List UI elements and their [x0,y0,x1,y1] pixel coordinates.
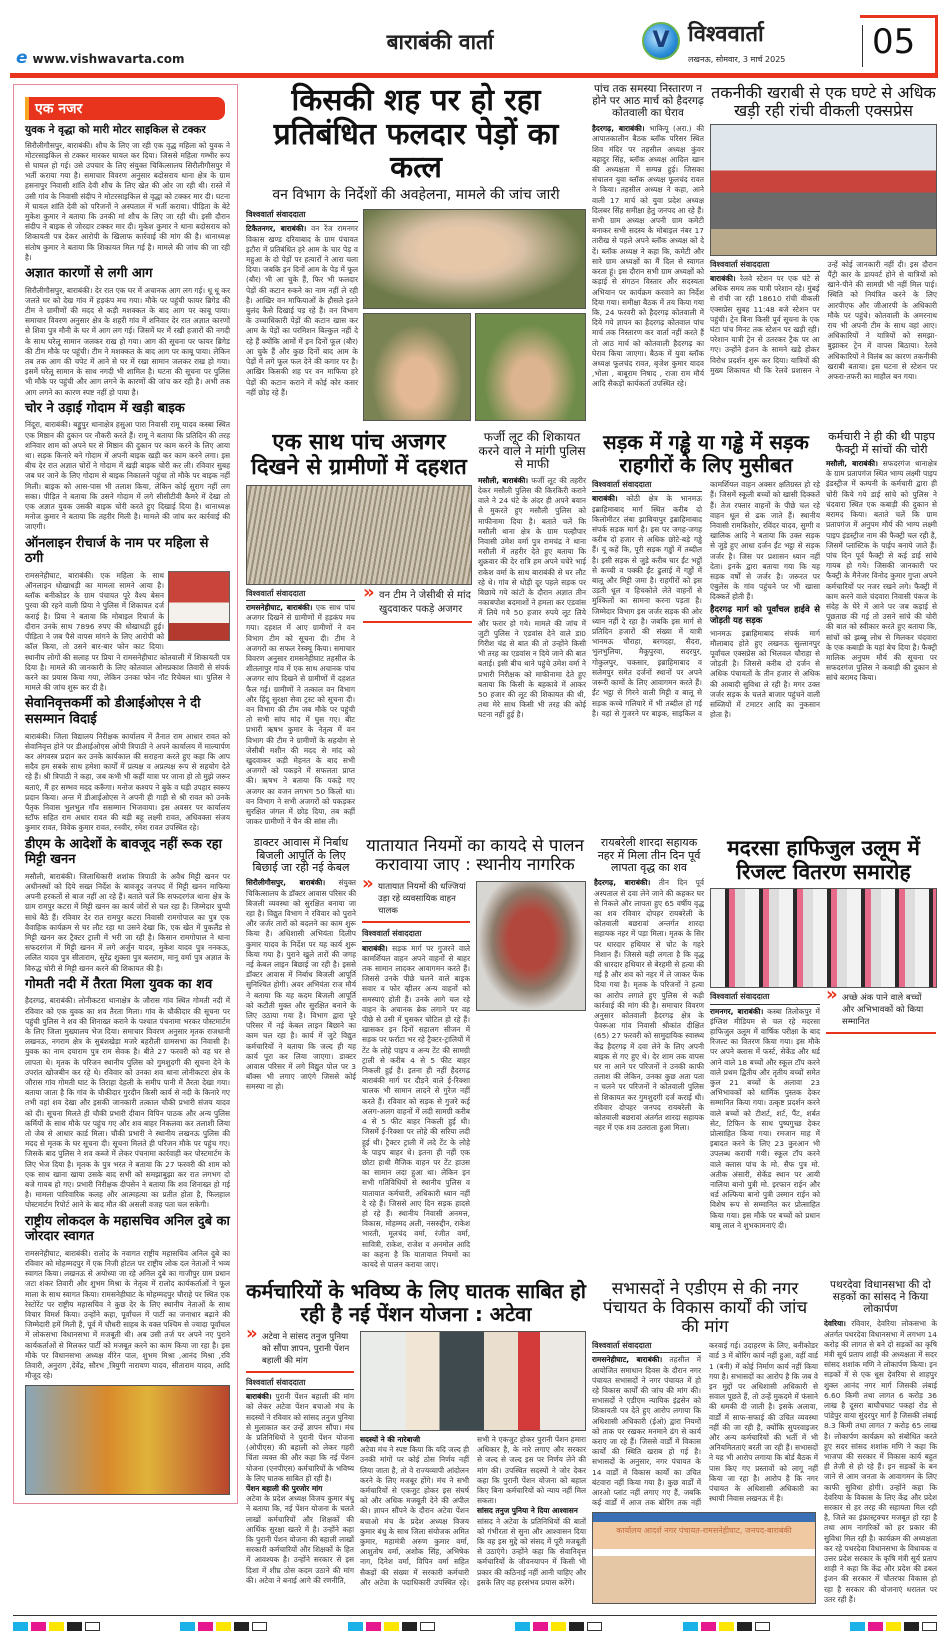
masthead [0,0,945,84]
article-headline: किसकी शह पर हो रहा [291,83,541,118]
article-subheadline: वन विभाग के निर्देशों की अवहेलना, मामले की जांच जारी [272,186,560,203]
article-raebareli [594,837,704,1133]
article-body: अटेवा मंच ने स्पष्ट किया कि यदि जल्द ही उनकी मांगों पर कोई ठोस निर्णय नहीं लिया जाता है, तो वे राज्यव्यापी आंदोलन करने के लिए मजबूर होंगे। मंच ने सभी कर्मचारियों से एकजुट होकर इस संघर्ष को और अधिक मजबूती देने की अपील की। ज्ञापन सौंपने के दौरान अटेवा पेंशन बचाओ मंच के प्रदेश अध्यक्ष विजय कुमार बंधु के साथ जिला संयोजक अमित कुमार, महामंत्री अरुण कुमार वर्मा, आशुतोष वर्मा, अशोक सिंह, अभिषेक नाग, दिनेश वर्मा, विपिन वर्मा सहित सैकड़ों की संख्या में सरकारी कर्मचारी और अटेवा के पदाधिकारी उपस्थित रहे। सभी ने एकजुट होकर पुरानी पेंशन हमारा अधिकार है, के नारे लगाए और सरकार से जल्द से जल्द इस पर निर्णय लेने की मांग की। उपस्थित सदस्यों ने जोर देकर कहा कि पुरानी पेंशन योजना को बहाल किए बिना कर्मचारियों को न्याय नहीं मिल सकता। [360,1434,586,1587]
sidebar-article [25,536,230,694]
footer-rule [13,1615,937,1641]
article-body: भाकियू (अरा.) की आपातकालीन बैठक ब्लॉक परिसर स्थित शिव मंदिर पर तहसील अध्यक्ष कुंवर बहादुर सिंह, ब्लॉक अध्यक्ष आदिल खान की अध्यक्षता में सम्पन्न हुई। जिसका संचालन युवा ब्लॉक अध्यक्ष फूलचंद रावत ने किया। तहसील अध्यक्ष ने कहा, आने वाली 17 मार्च को युवा प्रदेश अध्यक्ष दिलबर सिंह समीक्षा हेतु जनपद आ रहे हैं। सभी ग्राम अध्यक्ष अपनी ग्राम कमेटी बनाकर सभी सदस्य के मोबाइल नंबर 17 तारीख से पहले अपने ब्लॉक अध्यक्ष को दे दें। ब्लॉक अध्यक्ष ने कहा कि, कमेटी और सारे ग्राम अध्यक्षों का मैं दिल से स्वागत करता हूं। इस दौरान सभी ग्राम अध्यक्षों को कड़ाई से संगठन विस्तार और सदस्यता अभियान पर कार्यक्रम करवाने का निर्देश दिया गया। समीक्षा बैठक में तय किया गया कि, 24 फरवरी को हैदरगढ़ कोतवाली में दिये गये ज्ञापन का हैदरगढ़ कोतवाल पांच मार्च तक निस्तारण कर वार्ता नहीं करते हैं तो आठ मार्च को कोतवाली हैदरगढ़ का घेराव किया जाएगा। बैठक में युवा ब्लॉक अध्यक्ष फूलचंद रावत, बृजेश कुमार यादव ,भोला , बाबूराम निषाद , राजा राम मौर्य आदि सैकड़ों कार्यकर्ता उपस्थित रहे। [592,124,704,389]
article-headline: रायबरेली शारदा सहायक नहर में मिला तीन दिन पूर्व लापता वृद्ध का शव [597,836,701,874]
article-body: भानमऊ इब्राहिमाबाद संपर्क मार्ग मौलाबाद होते हुए लखनऊ सुल्तानपुर पूर्वांचल एक्सप्रेस को भिलवल चौराहा से जोड़ती है। जिससे करीब दो दर्जन से अधिक पंचायतों के तीन हजार से अधिक की आबादी सुविधा ले रही है। मगर उक्त जर्जर सड़क के चलते बाजार पहुंचने वाली सब्जियों में टमाटर आदि का नुकसान होता है। [710,628,820,720]
article-headline: डाक्टर आवास में निर्बाध बिजली आपूर्ति के लिए बिछाई जा रही नई केबल [252,836,350,874]
article-body: सिरौलीगौसपुर, बाराबंकी। देर रात एक घर में अचानक आग लग गई। धू धू कर जलते घर को देख गांव में हड़कंप मच गया। मौके पर पहुंची फायर ब्रिगेड की टीम ने ग्रामीणों की मदद से कड़ी मशक्कत के बाद आग पर काबू पाया। समाचार विवरण अनुसार क्षेत्र के शहरी गांव में शनिवार देर रात अज्ञात कारणों से शिवा पुत्र मौनी के घर में आग लग गई। जिसमें घर में रखी हजारों की नगदी के साथ घरेलू सामान जलकर राख हो गया। आग की सूचना पर फायर ब्रिगेड की टीम मौके पर पहुंची। टीम ने मशक्कत के बाद आग पर काबू पाया। लेकिन तब तक आग की चपेट में आने से घर में रखा सामान जलकर राख हो गया। इसमें घरेलू सामान के साथ नगदी भी शामिल है। घटना की सूचना पर पुलिस भी मौके पर पहुंची और आग लगने के कारणों की जांच कर रही है। अभी तक आग लगने का कारण स्पष्ट नहीं हो पाया है। [25,285,230,397]
pull-quote: » अच्छे अंक पाने वाले बच्चों और अभिभावकों को किया सम्मानित [826,992,936,1034]
website-row[interactable] [16,50,184,67]
byline: विश्ववार्ता संवाददाता [362,929,470,941]
page-number-frame [860,15,938,77]
article-road [592,431,820,720]
sidebar-article [25,124,230,263]
article-body: रामसनेहीघाट, बाराबंकी। रालोद के नवागत राष्ट्रीय महासचिव अनिल दुबे का रविवार को मोहम्मदपुर में एक निजी होटल पर राष्ट्रीय लोक दल नेताओं ने भव्य स्वागत किया। लखनऊ से अयोध्या जा रहे अनिल दुबे का गाजीपुर ग्राम प्रधान जटा शंकर तिवारी और शुभम मिश्रा के नेतृत्व में रालोद कार्यकर्ताओं ने फूल माला के साथ स्वागत किया। रामसनेहीघाट के मोहम्मदपुर चौराहे पर स्थित एक रेस्टोरेंट पर राष्ट्रीय महासचिव ने कुछ देर के लिए स्थानीय नेताओं के साथ विचार विमर्श किया। उन्होंने कहा, पूर्वांचल में पार्टी का जनाधार बढ़ाने की जिम्मेदारी हमें मिली है, पूर्व में चौधरी साहब के वक्त पश्चिम से ज्यादा पूर्वांचल में लोकसभा विधानसभा में मजबूती थी। अब उसी तर्ज पर अपने नए पुराने कार्यकर्ताओं से मिलकर पार्टी को मजबूत करने का काम किया जा रहा है। इस मौके पर विधानसभा अध्यक्ष वीरेन पाल, शुभम मिश्रा ,आनंद मिश्रा ,रवि तिवारी, अनुराग ,देवेंद्र, सौरभ ,त्रियुगी नारायण यादव, सीताराम यादव, आदि मौजूद रहे। [25,1248,230,1381]
article-deoria [824,1280,937,1605]
dateline-place: बाराबंकी। [246,1392,272,1402]
color-registration-bar [13,1622,100,1631]
article-headline: सड़क में गड्ढे या गड्ढे में सड़क राहगीरों के लिए मुसीबत [603,430,809,477]
article-pension [246,1280,586,1588]
article-body: सांसद ने अटेवा के प्रतिनिधियों की बातों को गंभीरता से सुना और आश्वासन दिया कि वह इस मुद्दे को संसद में पूरी मजबूती से उठाएंगे। उन्होंने कहा कि सेवानिवृत्त कर्मचारियों के जीवनयापन में किसी भी प्रकार की कठिनाई नहीं आनी चाहिए और इसके लिए वह हरसंभव प्रयास करेंगे। [477,1516,586,1587]
article-train [710,84,937,382]
byline: विश्ववार्ता संवाददाता [246,589,355,601]
memorandum-handover-photo [360,1331,586,1431]
main-content [246,84,937,1605]
article-body: मसौली, बाराबंकी। जिलाधिकारी शशांक त्रिपाठी के अवैध मिट्टी खनन पर अधीनस्थों को दिये सख्त निर्देश के बावजूद जनपद में मिट्टी खनन माफिया अपनी हरकतों से बाज नहीं आ रहे हैं। बताते चलें कि सफदरगंज थाना क्षेत्र के ग्राम रामपुर कटरा में मिट्टी खनन का कार्य जोरों से चल रहा है। जिम्मेदार चुप्पी साधे बैठे हैं। रविवार देर रात रामपुर कटरा निवासी रामगोपाल का पुत्र एक वैवाहिक कार्यक्रम से घर लौट रहा था उसने देखा कि, एक खेत में पुकलैंड से मिट्टी खनन कर ट्रैक्टर ट्राली में भरी जा रही है। किसान रामगोपाल ने थाना सफदरगंज में मिट्टी खनन में लगे अर्जुन यादव, मुकेश यादव पुत्र ननकऊ, ललित यादव पुत्र सीताराम, सुरेंद्र शुक्ला पुत्र बलराम, मानू वर्मा पुत्र अज्ञात के विरुद्ध चोरी से मिट्टी खनन करने की शिकायत की है। [25,871,230,973]
sidebar-article [25,696,230,833]
sidebar-article [25,1214,230,1496]
article-headline: प्रतिबंधित फलदार पेड़ों का कत्ल [273,116,559,186]
sidebar-article [25,977,230,1211]
article-body: अटेवा के प्रदेश अध्यक्ष विजय कुमार बंधु ने बताया कि, नई पेंशन योजना के चलते लाखों कर्मचारियों और शिक्षकों की आर्थिक सुरक्षा खतरे में है। उन्होंने कहा कि पुरानी पेंशन योजना की बहाली लाखों सरकारी कर्मचारियों और शिक्षकों के हित में आवश्यक है। उन्होंने सरकार से इस दिशा में शीघ्र ठोस कदम उठाने की मांग की। अटेवा ने बनाई आगे की रणनीति, [246,1494,354,1585]
byline: विश्ववार्ता संवाददाता [592,480,702,492]
woman-photo [168,571,230,641]
article-body: सफदरगंज थानाक्षेत्र के ग्राम प्रतापगंज स्थित भाग्य लक्ष्मी पाइप इंडस्ट्रीज में कम्पनी के कर्मचारी द्वारा ही चोरी किये गये डाई सांचे को पुलिस ने चंदवारा स्थित एक कबाड़ी की दुकान से बरामद किया। बताते चलें कि ग्राम प्रतापगंज में अनुपम मौर्य की भाग्य लक्ष्मी पाइप इंडस्ट्रीज नाम की फैक्ट्री चल रही है, जिसमें प्लास्टिक के पाईप बनाये जाते हैं। पांच दिन पूर्व फैक्ट्री से कई डाई सांचे गायब हो गये। जिसकी जानकारी पर फैक्ट्री के मैनेजर विनोद कुमार गुप्ता अपने कर्मचारियों पर नजर रखने लगे। फैक्ट्री में काम करने वाले चंदवारा निवासी पंकज के संदेह के घेरे में आने पर जब कड़ाई से पूछताछ की गई तो उसने सांचे की चोरी की बात को स्वीकार करते हुए बताया कि, सांचों को झब्बू लोध से मिलकर चंदवारा के एक कबाड़ी के यहां बेच दिया है। फैक्ट्री मालिक अनुपम मौर्य की सूचना पर सफदरगंज पुलिस ने कबाड़ी की दुकान से सांचे बरामद किया। [826,459,937,683]
color-registration-bar [180,1622,267,1631]
article-headline: अज्ञात कारणों से लगी आग [25,266,153,282]
ek-nazar-box [13,84,238,1504]
article-gherao [592,84,704,390]
dateline-place: मसौली, बाराबंकी। [826,459,878,469]
office-signboard: कार्यालय आदर्श नगर पंचायत-रामसनेहीघाट, जनपद-बाराबंकी [616,1526,792,1536]
train-crowd-photo [710,124,937,256]
article-subhead: पेंशन बहाली की पुरजोर मांग [246,1483,323,1493]
header-rule [10,73,938,78]
article-body: बाराबंकी। जिला विद्यालय निरीक्षक कार्यालय में तैनात राम आधार रावत को सेवानिवृत्त होने पर डीआईओएस ओपी त्रिपाठी ने अपने कार्यालय में माल्यार्पण कर अंगवस्त्र प्रदान कर उनके कार्यकाल की सराहना करते हुए कहा कि आप सदैव हम सबके साथ हमेशा कार्यों में प्रत्यक्ष व अप्रत्यक्ष रूप से सहयोग देते रहे हैं। श्री त्रिपाठी ने कहा, जब कभी भी कहीं यात्रा पर जाना हो तो मुझे जरूर बताएं, मैं हर सम्भव मदद करूँगा। मनोज कश्यप ने बुके व घड़ी उपहार स्वरूप प्रदान किया। अन्त में डीआईओएस ने अपनी ही गाड़ी से श्री रावत को उनके पैतृक निवास भुलभुल गाँव ससम्मान भिजवाया। इस अवसर पर कार्यालय स्टॉफ सहित राम अधार रावत की बड़ी बहू लक्ष्मी रावत, अधिवक्ता संजय कुमार रावत, विवेक कुमार रावत, रनवीर, रमेश रावत उपस्थित रहे। [25,731,230,833]
article-body: कोठी क्षेत्र के भानमऊ इब्राहिमाबाद मार्ग स्थित करीब दो किलोमीटर लंबा झाबियापुर इब्राहिमाबाद संपर्क सड़क मार्ग है। इस पर जगह-जगह करीब दो हजार से अधिक छोटे-बड़े गड्ढे हैं। यूं कहें कि, पूरी सड़क गड्ढों में तब्दील है। इसी सड़क से जुड़े करीब चार ईंट भट्ठों से कच्ची व पक्की ईंट ढुलाई में गड्ढों में बालू और मिट्टी जमा है। राहगीरों को इस उड़ती धूल व हिचकोले लेते वाहनों से मुश्किलों का सामना करना पड़ता है। जिम्मेदार विभाग इस जर्जर सड़क की ओर ध्यान नहीं दे रहा है। जबकि इस मार्ग से प्रतिदिन हजारों की संख्या में यात्री भानमऊ चौराहा, बरगदहा, सैदरा, भुलभुलिया, मैकूपुरवा, सदरपुर, गोकुलपुर, चकसार, इब्राहिमाबाद व सलेमपुर समेत दर्जनों स्थानों पर अपने जरूरी कामों के लिए आवागमन करते हैं। ईंट भट्ठा से गिरने वाली मिट्टी व बालू से सड़क कच्चे गलियारे में भी तब्दील हो गई है। यहां से गुजरने पर बाइक, साइकिल व कामर्शियल वाहन अक्सर क्षतिग्रस्त हो रहे हैं। जिसमें स्कूली बच्चों को खासी दिक्कतें हैं। तेज रफ्तार वाहनों के पीछे चल रहे वाहन धूल से ढक जाते हैं। स्थानीय निवासी रामकिशोर, रविंदर यादव, सुग्गी व खालिक आदि ने बताया कि उक्त सड़क से जुड़े हुए आधा दर्जन ईंट भट्ठा से सड़क जर्जर है। जिस पर प्रशासन ध्यान नहीं देता। इनके द्वारा बताया गया कि यह सड़क वर्षों से जर्जर है। जरूरत पर एंबुलेंस के गांव पहुंचने पर भी खासा दिक्कतें होती हैं। [592,480,820,718]
article-body: संयुक्त चिकित्सालय के डॉक्टर आवास परिसर की बिजली व्यवस्था को सुरक्षित बनाया जा रहा है। विद्युत विभाग ने रविवार को पुराने और जर्जर तारों को बदलने का काम शुरू किया है। अधिशासी अभियंता दिलीप कुमार यादव के निर्देश पर यह कार्य शुरू किया गया है। पुराने खुले तारों की जगह नई केबल लाइन बिछाई जा रही है। इससे डॉक्टर आवास में निर्बाध बिजली आपूर्ति सुनिश्चित होगी। अवर अभियंता राज मौर्य ने बताया कि यह कदम बिजली आपूर्ति को कटौती मुक्त और सुरक्षित बनाने के लिए उठाया गया है। विभाग द्वारा पूरे परिसर में नई केबल लाइन बिछाने का काम चल रहा है। कार्य में जुटे विद्युत कर्मचारियों ने बताया कि जल्द ही यह कार्य पूरा कर लिया जाएगा। डाक्टर आवास परिसर में लगे विद्युत पोल पर 3 बॉक्स भी लगाए जाएंगे जिससे कोई समस्या ना हो। [246,878,356,1092]
tree-stump-photo [363,209,586,309]
article-headline: फर्जी लूट की शिकायत करने वाले ने मांगी पुलिस से माफी [478,430,586,472]
color-registration-bar [348,1622,435,1631]
dateline-place: रामनगर, बाराबंकी। [710,1006,764,1016]
article-python [246,431,472,827]
article-body: तहसील में आयोजित समाधान दिवस के दौरान नगर पंचायत सभासदों ने नगर पंचायत में हो रहे विकास कार्यों की जांच की मांग की। सभासदों ने एडीएम न्यायिक इंद्रसेन को शिकायती पत्र देते हुए आरोप लगाया कि अधिशासी अधिकारी (ईओ) द्वारा नियमों को ताक पर रखकर मनमाने ढंग से कार्य कराए जा रहे हैं। जिससे वार्डों में विकास कार्यों की स्थिति खराब हो गई है। सभासदों के अनुसार, नगर पंचायत के 14 वार्डों में विकास कार्यों का उचित बंटवारा नहीं किया गया है। कुछ वार्डों में आरओ प्लांट नहीं लगाए गए हैं, जबकि कई वार्डों में आज तक बोरिंग तक नहीं करवाई गई। उदाहरण के लिए, बनीकोडर वार्ड 3 में बोरिंग कार्य नहीं हुआ, वहीं वार्ड 1 (बनी) में कोई निर्माण कार्य नहीं किया गया है। सभासदों का आरोप है कि जब वे इन मुद्दों पर अधिशासी अधिकारी से सवाल पूछते हैं, तो उन्हें मुकदमे में फंसाने की धमकी दी जाती है। इसके अलावा, वार्डों में साफ-सफाई की उचित व्यवस्था नहीं की जा रही है, क्योंकि सुपरवाइजर और अन्य कर्मचारियों की भर्ती में भी अनियमितताएं बरती जा रही हैं। सभासदों ने यह भी आरोप लगाया कि बोर्ड बैठक में पास किए गए प्रस्तावों को लागू नहीं किया जा रहा है। आरोप है कि नगर पंचायत के अधिशासी अधिकारी का स्थायी निवास लखनऊ में है। [592,1341,818,1508]
article-cable [246,837,356,1092]
dateline: लखनऊ, सोमवार, 3 मार्च 2025 [688,55,786,64]
article-headline: यातायात नियमों का कायदे से पालन करावाया जाए : स्थानीय नागरिक [366,836,584,876]
python-snakes-photo [246,485,472,585]
dateline-place: हैदरगढ़, बाराबंकी। [594,878,651,888]
article-subhead: सांसद तनुज पुनिया ने दिया आश्वासन [477,1506,578,1516]
sidebar-article [25,837,230,974]
article-fake-loot [478,431,586,720]
pull-quote: » वन टीम ने जेसीबी से मांद खुदवाकर पकड़े अजगर [363,589,472,623]
article-headline: सेवानिवृत्तकर्मी को डीआईओएस ने दी ससम्मान विदाई [25,696,201,727]
ek-nazar-label: एक नजर [25,97,225,120]
article-headline: ऑनलाइन रीचार्ज के नाम पर महिला से ठगी [25,535,209,567]
color-registration-bar [850,1622,937,1631]
browser-e-icon: e [16,48,28,68]
article-traffic [362,837,588,1270]
website-url[interactable]: www.vishwavarta.com [32,51,185,66]
article-body: वन रेंज रामनगर विकास खण्ड दरियाबाद के ग्राम पंचायत इटौरा में प्रतिबंधित हरे आम के चार पेड़ व महुआ के दो पेड़ों पर हत्यारों ने आरा चला दिया। जबकि इन दिनों आम के पेड़ में फूल (बौर) भी आ चुके हैं, फिर भी फलदार पेड़ों की कटान रुकने का नाम नहीं ले रही है। आखिर वन माफियाओं के हौसले इतने बुलंद कैसे दिखाई पड़ रहे हैं। वन विभाग के उच्चाधिकारी पेड़ों की कटान खास कर आम के पेड़ों का परमिशन बिल्कुल नहीं दे रहे हैं क्योंकि आमों में इन दिनों फूल (बौर) आ चुके हैं और कुछ दिनों बाद आम के पेड़ों में लगे फूल फल देने की कगार पर है। आखिर किसकी शह पर वन माफिया हरे पेड़ों की कटान कराने में कोई कोर कसर नहीं छोड़ रहे हैं। [246,224,358,397]
byline: विश्ववार्ता संवाददाता [246,1378,354,1390]
article-headline: तकनीकी खराबी से एक घण्टे से अधिक खड़ी रही रांची वीकली एक्सप्रेस [711,83,936,120]
article-body: हैदरगढ़, बाराबंकी। लोनीकटरा थानाक्षेत्र के जौरास गांव स्थित गोमती नदी में रविवार को एक युवक का शव तैरता मिला। गांव के चौकीदार की सूचना पर पहुंची पुलिस ने शव की शिनाख्त कराने के पश्चात पंचनामा भरकर पोस्टमार्टम के लिए जिला मुख्यालय भेज दिया। समाचार विवरण अनुसार मृतक राजधानी लखनऊ, नगराम क्षेत्र के सुबंशखेड़ा मजरे बहरौली ग्रामसभा का निवासी है। युवक का नाम दयाराम पुत्र राम सेवक है। बीते 27 फरवरी को वह घर से लापता थे। मृतक के परिजन स्थानीय पुलिस को गुमशुदगी की सूचना देने के उपरांत खोजबीन कर रहे थे। रविवार को उनका शव थाना लोनीकटरा क्षेत्र के जौरास गांव गोमती घाट के तिराहा देहली के समीप पानी में तैरता देखा गया। बताया जाता है कि गांव के चौकीदार गुरदीन किसी कार्य से नदी के किनारे गए तभी वहां शव देखा और इसकी जानकारी तत्काल चौकी प्रभारी संजय यादव को दी। सूचना मिलते ही चौकी प्रभारी दीवान विपिन पाठक और अन्य पुलिस कर्मियों के साथ मौके पर पहुंच गए और शव बाहर निकलवा कर तलाशी लिया तो जेब से आधार कार्ड मिला। चौकी प्रभारी ने स्थानीय लखनऊ पुलिस की मदद से मृतक के घर सूचना दी। सूचना मिलते ही परिजन मौके पर पहुंच गए। जिसके बाद पुलिस ने शव कब्जे में लेकर पंचनामा कार्रवाही कर पोस्टमार्टम के लिए भेज दिया है। मृतक के पुत्र भरत ने बताया कि 27 फरवरी की शाम को एक साथ खाना खाया उसके बाद सभी को समझाबुझा कर रात लगभग दो बजे गायब हो गए। प्रभारी निरीक्षक दीपसेन ने बताया कि शव शिनाख्त हो गई है। मामला पारिवारिक कलह और आत्महत्या का प्रतीत होता है, फिलहाल पोस्टमार्टम रिपोर्ट आने के बाद मौत की असली वजह पता चल सकेगी। [25,996,230,1210]
brand-logo-icon: V [642,22,680,60]
dateline-place: रामसनेहीघाट, बाराबंकी। [592,1355,663,1365]
dateline-place: बाराबंकी। [362,943,388,953]
dateline-place: बाराबंकी। [592,494,618,504]
article-body: सड़क मार्ग पर गुजरने वाले कामर्शियल वाहन अपने वाहनों से बाहर तक सामान लादकर आवागमन करते हैं। जिससे उनके पीछे चलने वाले बाइक सवार व फोर व्हीलर अन्य वाहनों को समस्याएं होती हैं। उनके आगे चल रहे वाहन के अचानक ब्रेक लगाने पर वह पीछे से उसी में घुसकर चोटिल हो रहे हैं। खासकर इन दिनों सहालग सीजन में सड़क पर फर्राटा भर रहे ट्रैक्टर-ट्रालियों में टेंट के लोहे पाइप व अन्य टेंट की सामग्री ट्राली से करीब 4 से 5 फीट बाहर निकली हुई है। इतना ही नहीं हैदरगढ़ बाराबंकी मार्ग पर दौड़ने वाले ई-रिक्शा चालक भी सामान लादने से गुरेज नहीं करते हैं। रविवार को सड़क से गुजरे कई अलग-अलग वाहनों में लदी सामग्री करीब 4 से 5 फीट बाहर निकली हुई थी। जिसमें ई-रिक्शा पर लोहे की सरिया लदी हुई थी। ट्रैक्टर ट्राली में लदे टेंट के लोहे के पाइप बाहर थे। इतना ही नहीं एक छोटा हाथी मैजिक वाहन पर टेंट हाउस का सामान लदा हुआ था। लेकिन इन सभी गतिविधियों से स्थानीय पुलिस व यातायात कर्मचारी, अधिकारी ध्यान नहीं दे रहे हैं। जिससे आए दिन सड़क हादसे हो रहे हैं। स्थानीय निवासी अनमत्त, विकास, मोहम्मद अली, नसरुद्दीन, राकेश भारती, मूलचंद वर्मा, रंजीत वर्मा, सावित्री, राकेश, राजेश व अनमोल आदि का कहना है कि यातायात नियमों का कायदे से पालन कराया जाए। [362,943,470,1269]
dateline-place: मसौली, बाराबंकी। [478,475,529,485]
article-headline: चोर ने उड़ाई गोदाम में खड़ी बाइक [25,400,185,416]
article-body: एक साथ पांच अजगर दिखने से ग्रामीणों में हड़कंप मच गया। दहशत में आए ग्रामीणों ने वन विभाग टीम को सूचना दी। टीम ने अजगरों का सफल रेस्क्यू किया। समाचार विवरण अनुसार रामसनेहीघाट तहसील के शीतलापुर गांव में एक साथ अचानक पांच अजगर सांप दिखने से ग्रामीणों में दहशत फैल गई। ग्रामीणों ने तत्काल वन विभाग और हिंदू सुरक्षा सेवा ट्रस्ट को सूचना दी। वन विभाग की टीम जब मौके पर पहुंची तो सभी सांप मांद में घुस गए। बीट प्रभारी ऋषभ कुमार के नेतृत्व में वन विभाग की टीम ने ग्रामीणों के सहयोग से जेसीबी मशीन की मदद से मांद को खुदवाकर कड़ी मेहनत के बाद सभी अजगरों को पकड़ने में सफलता प्राप्त की। ऋषभ ने बताया कि पकड़े गए अजगर का वजन लगभग 50 किलो था। वन विभाग ने सभी अजगरों को पकड़कर सुरक्षित जंगल में छोड़ दिया, तब कहीं जाकर ग्रामीणों ने चैन की सांस ली। [246,602,356,827]
dateline-place: रामसनेहीघाट, बाराबंकी। [246,602,313,612]
article-body: रामसनेहीघाट, बाराबंकी। एक महिला के साथ ऑनलाइन धोखाधड़ी का मामला सामने आया है। ब्लॉक बनीकोडर के ग्राम पंचायत पूरे वैश्य बेसन पुरवा की रहने वाली प्रिया ने पुलिस में शिकायत दर्ज कराई है। प्रिया ने बताया कि मोबाइल रिचार्ज के दौरान उनके साथ 7896 रुपए की धोखाधड़ी हुई। पीड़िता ने जब पैसे वापस मांगने के लिए आरोपी को कॉल किया, तो उसने बार-बार फोन काट दिया। स्थानीय लोगों की सलाह पर प्रिया ने रामसनेहीघाट कोतवाली में शिकायती पत्र दिया है। मामले की जानकारी के लिए कोतवाल ओमप्रकाश तिवारी से संपर्क करने का प्रयास किया गया, लेकिन उनका फोन नॉट रिचेबल था। पुलिस ने मामले की जांच शुरू कर दी है। [25,570,230,693]
students-certificates-photo [710,888,937,988]
article-madrasa [710,837,937,1231]
tree-stump-photo [475,313,586,421]
article-sabhasad [592,1280,818,1604]
article-body: रेलवे स्टेशन पर एक घंटे से अधिक समय तक यात्री परेशान रहे। मुंबई से रांची जा रही 18610 रांची वीकली एक्सप्रेस सुबह 11:48 बजे स्टेशन पर पहुंची। ट्रेन बिना किसी पूर्व सूचना के एक घंटा पांच मिनट तक स्टेशन पर खड़ी रही। परेशान यात्री ट्रेन से उतरकर ट्रैक पर आ गए। उन्होंने इंजन के सामने खड़े होकर विरोध प्रदर्शन शुरू कर दिया। यात्रियों की मुख्य शिकायत थी कि रेलवे प्रशासन ने उन्हें कोई जानकारी नहीं दी। इस दौरान पैंट्री कार के डायवर्ट होने से यात्रियों को खाने-पीने की सामग्री भी नहीं मिल पाई। स्थिति को नियंत्रित करने के लिए आरपीएफ और जीआरपी के अधिकारी मौके पर पहुंचे। कोतवाली के अमरनाथ राय भी अपनी टीम के साथ वहां आए। अधिकारियों ने यात्रियों को समझा-बुझाकर ट्रेन में वापस बिठाया। रेलवे अधिकारियों ने विलंब का कारण तकनीकी खराबी बताया। इस घटना से स्टेशन पर अफरा-तफरी का माहौल बन गया। [710,259,937,382]
section-title: बाराबंकी वार्ता [386,30,494,54]
pull-quote: » अटेवा ने सांसद तनुज पुनिया को सौंपा ज्ञापन, पुरानी पेंशन बहाली की मांग [246,1331,354,1373]
article-body: निंदूरा, बाराबंकी। बड्डूपुर थानाक्षेत्र हसुआ पारा निवासी रामू यादव कस्बा स्थित एक मिष्ठान की दुकान पर नौकरी करते हैं। रामू ने बताया कि प्रतिदिन की तरह शनिवार शाम को अपने घर से मिष्ठान की दुकान पर काम करने के लिए आया था। सड़क किनारे बने गोदाम में अपनी बाइक खड़ी कर काम करने लगा। इस बीच देर रात अज्ञात चोरों ने गोदाम में खड़ी बाइक चोरी कर ली। रविवार सुबह जब घर जाने के लिए गोदाम से बाइक निकालने पहुंचा तो मौके पर बाइक नहीं मिली। बाइक को आस-पास भी तलाश किया, लेकिन कोई सुराग नहीं लग सका। पीड़ित ने बताया कि उसने गोदाम में लगे सीसीटीवी कैमरे में देखा तो एक अज्ञात युवक उसकी बाइक चोरी करते हुए दिखाई दिया है। थानाध्यक्ष मनोज कुमार ने बताया कि तहरीर मिली है। मामले की जांच कर कार्रवाई की जाएगी। [25,420,230,532]
color-registration-bar [683,1622,770,1631]
dateline-place: हैदरगढ़, बाराबंकी। [592,124,645,134]
tree-stump-photo [363,313,471,421]
page-number: 05 [872,22,916,62]
article-subhead: सदस्यों ने की नारेबाजी [360,1434,420,1444]
pull-quote: » यातायात नियमों की धज्जियां उड़ा रहे व्यवसायिक वाहन चालक [362,881,470,923]
article-body: पुरानी पेंशन बहाली की मांग को लेकर अटेवा पेंशन बचाओ मंच के सदस्यों ने रविवार को सांसद तनुज पुनिया से मुलाकात कर उन्हें ज्ञापन सौंपा। मंच के प्रतिनिधियों ने पुरानी पेंशन योजना (ओपीएस) की बहाली को लेकर गहरी चिंता व्यक्त की और कहा कि नई पेंशन योजना (एनपीएस) कर्मचारियों के भविष्य के लिए घातक साबित हो रही है। [246,1392,354,1483]
article-headline: पथरदेवा विधानसभा की दो सड़कों का सांसद ने किया लोकार्पण [830,1279,931,1315]
article-headline: पांच तक समस्या निस्तारण न होने पर आठ मार्च को हैदरगढ़ कोतवाली का घेराव [592,83,704,119]
article-headline: युवक ने वृद्धा को मारी मोटर साइकिल से टक्कर [25,124,206,136]
sidebar-article [25,266,230,398]
article-headline: कर्मचारियों के भविष्य के लिए घातक साबित हो रही है नई पेंशन योजना : अटेवा [246,1279,586,1326]
brand-name: विश्ववार्ता [688,22,764,47]
byline: विश्ववार्ता संवाददाता [592,1341,701,1353]
article-trees [246,84,586,421]
article-headline: मदरसा हाफिजुल उलूम में रिजल्ट वितरण समारोह [727,836,920,884]
overloaded-vehicle-photo [476,881,586,1011]
dateline-place: टिकैतनगर, बाराबंकी। [246,224,307,234]
nagar-panchayat-office-photo [592,1512,816,1604]
article-headline: डीएम के आदेशों के बावजूद नहीं रूक रहा मिट्टी खनन [25,836,223,868]
article-body: रविवार, देवरिया लोकसभा के अंतर्गत पथरदेवा विधानसभा में लगभग 14 करोड़ की लागत से बने दो सड़कों का कृषि मंत्री सूर्य प्रताप शाही की अध्यक्षता में सदर सांसद शशांक मणि ने लोकार्पण किया। इन सड़कों में से एक धूस देवरिया से शाहपुर शुक्ल आनंद नगर मार्ग जिसकी लंबाई 6.60 किमी तथा लागत 6 करोड़ 36 लाख है दूसरा बाघौचघाट पकहां रोड से पांडेपुर वाया सुंदरपुर मार्ग है जिसकी लंबाई 8.3 किमी तथा लागत 7 करोड़ 65 लाख है। लोकार्पण कार्यक्रम को संबोधित करते हुए सदर सांसद शशांक मणि ने कहा कि भाजपा की सरकार में विकास कार्य बहुत ही तेजी से हो रहे हैं। इन सड़कों के बन जाने से आम जनता के आवागमन के लिए काफी सुविधा होगी। उन्होंने कहा कि देवरिया के विकास के लिए केंद्र और प्रदेश सरकार से हर तरह की सहायता मिल रही है, जिले का इंफ्रास्ट्रक्चर मजबूत हो रहा है तथा आम नागरिकों को हर प्रकार की सुविधा मिल रही है। कार्यक्रम की अध्यक्षता कर रहे पथरदेवा विधानसभा के विधायक व उत्तर प्रदेश सरकार के कृषि मंत्री सूर्य प्रताप शाही ने कहा कि केंद्र और प्रदेश की डबल इंजन की सरकार में चौतरफा विकास हो रहा है सरकार की योजनाएं धरातल पर उतर रही हैं। [824,1319,938,1604]
article-body: फर्जी लूट की तहरीर देकर मसौली पुलिस की किरकिरी कराने वाले ने 24 घंटे के अंदर ही अपने बयान से मुकरते हुए मसौली पुलिस को माफीनामा दिया है। बताते चलें कि मसौली थाना क्षेत्र के ग्राम पल्हौपार निवासी उमेश वर्मा पुत्र रामचंद्र ने थाना मसौली में तहरीर देते हुए बताया कि शुक्रवार की देर रात्रि हम अपने चचेरे भाई राकेश वर्मा के साथ बाराबंकी से घर लौट रहे थे। गांव से थोड़ी दूर पहले सड़क पर बिछाये गये कांटों के दौरान अज्ञात तीन नकाबपोश बदमाशों ने हमला कर एडवांस में लिये गये 50 हजार रुपये लूट लिये और फरार हो गये। मामले की जांच में जुटी पुलिस ने एडवांस देने वाले डा0 गिरीश चंद्र से बात की तो उन्होंने किसी भी तरह का एडवांस न दिये जाने की बात बताई। इसी बीच थाने पहुंचे उमेश वर्मा ने प्रभारी निरीक्षक को माफीनामा देते हुए बताया कि किसी के बहकावे में आकर 50 हजार की लूट की शिकायत की थी, तथा मेरे साथ किसी भी तरह की कोई घटना नहीं हुई है। [478,475,586,720]
dateline-place: सिरौलीगौसपुर, बाराबंकी। [246,878,326,888]
dateline-place: देवरिया। [824,1319,846,1329]
article-body: सिरौलीगौसपुर, बाराबंकी। शौच के लिए जा रही एक वृद्ध महिला को युवक ने मोटरसाइकिल से टक्कर मारकर घायल कर दिया। जिससे महिला गम्भीर रूप से घायल हो गई। उसे उपचार के लिए संयुक्त चिकित्सालय सिरौलीगौसपुर में भर्ती कराया गया है। समाचार विवरण अनुसार बदोसराय थाना क्षेत्र के ग्राम हसनापुर निवासी शांति देवी शौच के लिए खेत की ओर जा रही थी। रास्ते में उसी गांव के निवासी संदीप ने मोटरसाइकिल से वृद्धा को टक्कर मार दी। घटना में घायल शांति देवी को परिजनों ने अस्पताल में भर्ती कराया। पीड़िता के बेटे मुकेश कुमार ने बताया कि उनकी मां शौच के लिए जा रही थी। इसी दौरान संदीप ने बाइक से जोरदार टक्कर मार दी। मुकेश कुमार ने थाना बदोसराय को शिकायती पत्र देकर आरोपी के खिलाफ कार्रवाई की मांग की है। थानाध्यक्ष संतोष कुमार ने बताया कि शिकायत मिल गई है। मामले की जांच की जा रही है। [25,140,230,262]
byline: विश्ववार्ता संवाददाता [710,260,820,272]
article-headline: सभासदों ने एडीएम से की नगर पंचायत के विकास कार्यों की जांच की मांग [602,1279,808,1338]
byline: विश्ववार्ता संवाददाता [710,992,820,1004]
article-factory [826,431,937,683]
article-body: तीन दिन पूर्व अस्पताल से दवा लेने जाने की कहकर घर से निकले और लापता हुए 65 वर्षीय वृद्ध का शव रविवार दोपहर रायबरेली के कोतवाली बछरावां अन्तर्गत शारदा सहायक नहर में पड़ा मिला। मृतक के सिर पर धारदार हथियार से चोट के गहरे निशान हैं। जिससे यही लगता है कि वृद्ध की धारदार हथियार से बेरहमी से हत्या की गई है और शव को नहर में ले जाकर फेंक दिया गया है। मृतक के परिजनों ने हत्या का आरोप लगाते हुए पुलिस से कड़ी कार्रवाई की मांग की है। समाचार विवरण अनुसार कोतवाली हैदरगढ़ क्षेत्र के पेवरूआ गांव निवासी श्रीकांत दीक्षित (65) 27 फरवरी को सामुदायिक स्वास्थ्य केंद्र हैदरगढ़ में दवा लेने के लिए अपनी बाइक से गए हुए थे। देर शाम तक वापस घर ना आने पर परिजनों ने उनकी काफी तलाश की लेकिन, उनका कुछ अता पता न चलने पर परिजनों ने कोतवाली पुलिस से शिकायत कर गुमशुदगी दर्ज कराई थी। रविवार दोपहर जनपद रायबरेली के कोतवाली बछरावां अंतर्गत शारदा सहायक नहर में एक शव उतराता हुआ मिला। [594,878,704,1133]
garland-welcome-photo [25,1385,230,1495]
byline: विश्ववार्ता संवाददाता [246,209,358,222]
article-headline: कर्मचारी ने ही की थी पाइप फैक्ट्री में सांचों की चोरी [828,430,935,456]
article-headline: गोमती नदी में तैरता मिला युवक का शव [25,976,213,992]
article-headline: एक साथ पांच अजगर दिखने से ग्रामीणों में दहशत [251,430,467,481]
article-body: कस्बा तिलोकपुर में इंग्लिश मीडियम से चल रहे मदरसा हाफिजुल उलूम में वार्षिक परीक्षा के बाद रिजल्ट का वितरण किया गया। इस मौके पर अपने क्लास में फर्स्ट, सेकेंड और थर्ड आने वाले 18 बच्चों और स्कूल टॉप करने वाले प्रथम द्वितीय और तृतीय बच्चों समेत कुल 21 बच्चों के अलावा 23 अभिभावकों को धार्मिक पुस्तक देकर सम्मानित किया गया। उत्कृष्ट प्रदर्शन करने वाले बच्चों को टीशर्ट, शर्ट, पैंट, शर्बत सेट, टिफिन के साथ पुष्पगुच्छ देकर प्रोत्साहित किया गया। रमजान माह में इबादत करने के लिए 23 कुरआन भी उपलब्ध करायी गयी। स्कूल टॉप करने वाले क्लास पांच के मो. सैफ पुत्र मो. अतीक अंसारी, सेकेंड स्थान पर आयी नालिया बानो पुत्री मो. इरफान राईन और थर्ड अल्फिया बानो पुत्री उस्मान राईन को विशेष रूप से सम्मानित कर प्रोत्साहित किया गया। इस मौके पर बच्चों को प्रधान बाबू लाल ने शुभकामनाएं दी। [710,1006,820,1230]
sidebar-article [25,401,230,533]
dateline-place: बाराबंकी। [710,274,736,284]
article-headline: राष्ट्रीय लोकदल के महासचिव अनिल दुबे का जोरदार स्वागत [25,1213,230,1245]
color-registration-bar [515,1622,602,1631]
article-subhead: हैदरगढ़ मार्ग को पूर्वांचल हाईवे से जोड़ती यह सड़क [710,604,820,626]
